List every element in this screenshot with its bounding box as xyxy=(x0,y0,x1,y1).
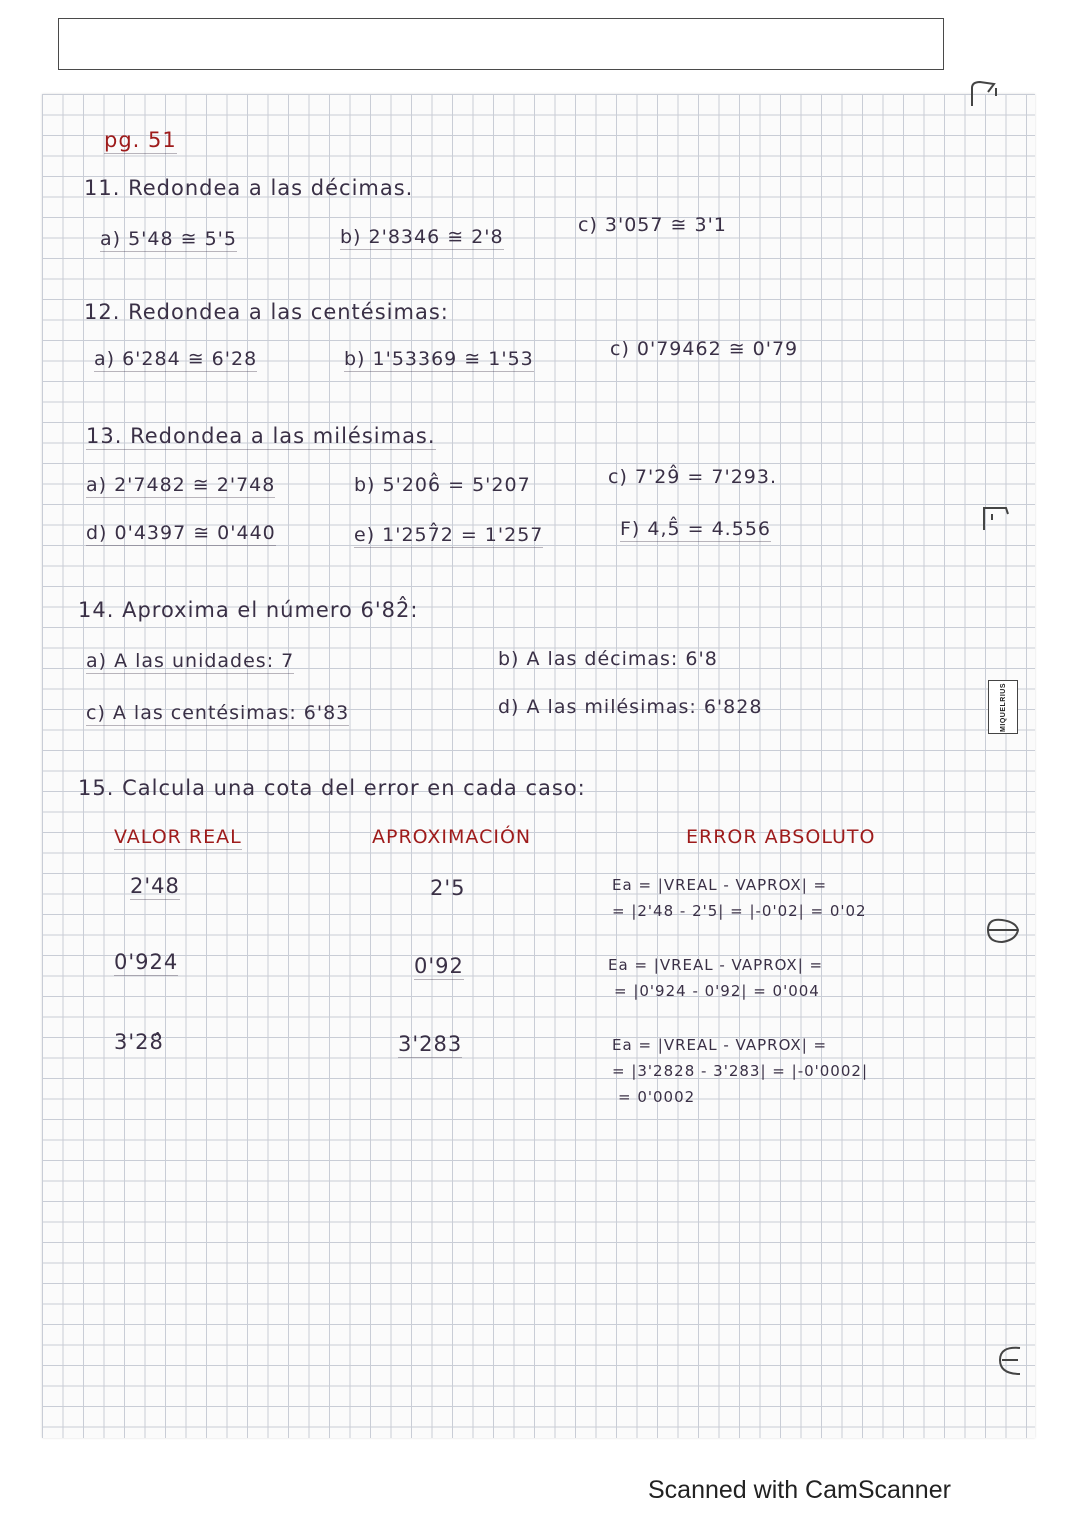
row2-real: 0'924 xyxy=(114,950,179,974)
ex13-b: b) 5'206̂ = 5'207 xyxy=(354,474,531,496)
brand-tab xyxy=(988,680,1018,734)
header-box xyxy=(58,18,944,70)
page-number: pg. 51 xyxy=(104,128,177,152)
ex11-b: b) 2'8346 ≅ 2'8 xyxy=(340,226,504,248)
header-approximation: APROXIMACIÓN xyxy=(372,826,532,848)
ex14-a: a) A las unidades: 7 xyxy=(86,650,295,672)
row1-real: 2'48 xyxy=(130,874,180,898)
ex14-b: b) A las décimas: 6'8 xyxy=(498,648,718,670)
ex11-c: c) 3'057 ≅ 3'1 xyxy=(578,214,727,236)
row2-error-line2: = |0'924 - 0'92| = 0'004 xyxy=(614,982,820,1000)
row1-error-line1: Ea = |VREAL - VAPROX| = xyxy=(612,876,828,894)
binder-hole-mark-icon xyxy=(990,1340,1030,1380)
ex13-f: F) 4,5̂ = 4.556 xyxy=(620,518,771,540)
ex13-d: d) 0'4397 ≅ 0'440 xyxy=(86,522,276,544)
ex12-c: c) 0'79462 ≅ 0'79 xyxy=(610,338,799,360)
brand-label: MIQUELRIUS xyxy=(999,682,1007,732)
row1-approx: 2'5 xyxy=(430,876,466,900)
row2-approx: 0'92 xyxy=(414,954,464,978)
binder-hole-mark-icon xyxy=(978,500,1014,534)
ex11-a: a) 5'48 ≅ 5'5 xyxy=(100,228,237,250)
ex14-d: d) A las milésimas: 6'828 xyxy=(498,696,763,718)
header-absolute-error: ERROR ABSOLUTO xyxy=(686,826,876,848)
row2-error-line1: Ea = |VREAL - VAPROX| = xyxy=(608,956,824,974)
row3-approx: 3'283 xyxy=(398,1032,463,1056)
ex12-b: b) 1'53369 ≅ 1'53 xyxy=(344,348,534,370)
ex12-a: a) 6'284 ≅ 6'28 xyxy=(94,348,258,370)
ex13-c: c) 7'29̂ = 7'293. xyxy=(608,466,778,488)
header-real-value: VALOR REAL xyxy=(114,826,242,848)
ex14-title: 14. Aproxima el número 6'82̂: xyxy=(78,598,419,622)
notebook-page xyxy=(42,94,1035,1438)
row3-error-line3: = 0'0002 xyxy=(618,1088,696,1106)
row3-real: 3'28̂ xyxy=(114,1030,164,1054)
row3-error-line2: = |3'2828 - 3'283| = |-0'0002| xyxy=(612,1062,868,1080)
row1-error-line2: = |2'48 - 2'5| = |-0'02| = 0'02 xyxy=(612,902,867,920)
ex11-title: 11. Redondea a las décimas. xyxy=(84,176,414,200)
binder-hole-mark-icon xyxy=(966,78,1006,114)
row3-error-line1: Ea = |VREAL - VAPROX| = xyxy=(612,1036,828,1054)
ex13-a: a) 2'7482 ≅ 2'748 xyxy=(86,474,276,496)
ex13-e: e) 1'257̂2 = 1'257 xyxy=(354,524,544,546)
scanner-watermark: Scanned with CamScanner xyxy=(648,1476,951,1504)
ex12-title: 12. Redondea a las centésimas: xyxy=(84,300,449,324)
ex13-title: 13. Redondea a las milésimas. xyxy=(86,424,436,448)
binder-hole-mark-icon xyxy=(980,914,1024,946)
ex15-title: 15. Calcula una cota del error en cada caso: xyxy=(78,776,586,800)
ex14-c: c) A las centésimas: 6'83 xyxy=(86,702,350,724)
